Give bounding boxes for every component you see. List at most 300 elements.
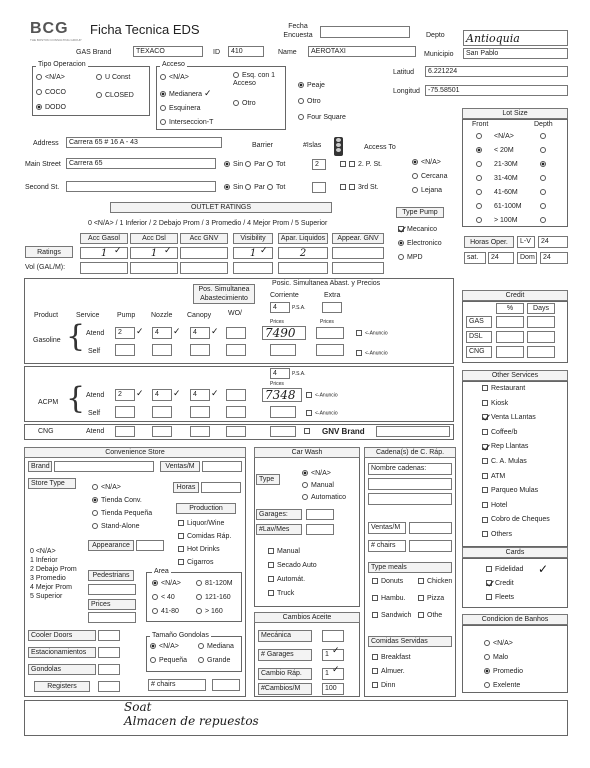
car-wash-garages-label: Garages:: [256, 509, 302, 520]
meal-checkbox[interactable]: [372, 595, 406, 602]
meal-checkbox[interactable]: [418, 578, 452, 585]
sat-field[interactable]: 24: [488, 252, 514, 264]
other-service-checkbox[interactable]: [482, 443, 528, 450]
horas-oper-label: Horas Oper.: [464, 236, 514, 248]
cs-registers-field[interactable]: [98, 681, 120, 692]
handwritten-check-icon: ✓: [332, 665, 340, 675]
car-wash-checkbox[interactable]: [268, 590, 294, 597]
area-radio[interactable]: [196, 580, 233, 587]
card-checkbox[interactable]: [486, 580, 514, 587]
option-label: Comidas Ráp.: [187, 533, 232, 540]
cadena-chairs-field[interactable]: [409, 540, 452, 552]
cs-brand-label: Brand: [28, 461, 52, 472]
car-wash-checkbox[interactable]: [268, 548, 300, 555]
radio-icon: [160, 105, 166, 111]
peaje-otro-option[interactable]: [298, 98, 321, 105]
card-checkbox[interactable]: [486, 566, 523, 573]
cadena-nombre-field[interactable]: Nombre cadenas:: [368, 463, 452, 475]
cadena-nombre-line-1[interactable]: [368, 478, 452, 490]
acpm-price-field[interactable]: 7348: [262, 388, 302, 402]
lot-size-option-label: 61-100M: [494, 203, 522, 210]
banos-radio[interactable]: [484, 668, 523, 675]
lot-front-radio[interactable]: [476, 147, 485, 154]
nozzle-label: Nozzle: [151, 312, 173, 319]
vol-value-field[interactable]: [233, 262, 273, 274]
option-label: COCO: [45, 89, 66, 96]
car-wash-type-radio[interactable]: [302, 482, 334, 489]
type-pump-electronico[interactable]: [398, 240, 442, 247]
access-to-na[interactable]: [412, 159, 441, 166]
option-label: C. A. Mulas: [491, 458, 527, 465]
depto-label: Depto: [426, 32, 445, 39]
anuncio-label-self: [356, 350, 388, 356]
extra-label: Extra: [324, 292, 341, 299]
cs-gondolas-field[interactable]: [98, 664, 120, 675]
outlet-ratings-scale: 0 <N/A> / 1 Inferior / 2 Debajo Prom / 3 Promedio / 4 Mejor Prom / 5 Superior: [88, 220, 328, 227]
handwritten-check-icon: ✓: [136, 389, 144, 399]
checkbox-icon: [482, 400, 488, 406]
radio-icon: [152, 594, 158, 600]
acpm-self-nozzle[interactable]: [152, 406, 172, 418]
credit-days-field[interactable]: [527, 316, 555, 328]
handwritten-check-icon: ✓: [173, 389, 181, 399]
radio-icon: [198, 643, 204, 649]
acpm-psa-field[interactable]: 4: [270, 368, 290, 379]
lot-depth-radio[interactable]: [540, 189, 549, 196]
gasoline-price-field[interactable]: 7490: [262, 326, 306, 340]
handwritten-check-icon: ✓: [332, 646, 340, 656]
gasoline-self-wo[interactable]: [226, 344, 246, 356]
appearance-scale-item: 2 Debajo Prom: [30, 566, 77, 573]
tamano-radio[interactable]: [150, 657, 187, 664]
acpm-atend-wo[interactable]: [226, 389, 246, 401]
islas-second-field[interactable]: [312, 182, 326, 193]
option-label: ATM: [491, 472, 506, 480]
lot-depth-radio[interactable]: [540, 147, 549, 154]
rating-col-header: Acc Gasol: [80, 233, 128, 244]
lot-depth-radio[interactable]: [540, 161, 549, 168]
acceso-medianera[interactable]: [160, 89, 212, 99]
handwritten-check-icon: ✓: [164, 246, 172, 256]
radio-icon: [476, 161, 482, 167]
lot-size-option-label: < 20M: [494, 147, 514, 154]
lot-depth-radio[interactable]: [540, 133, 549, 140]
tamano-radio[interactable]: [198, 657, 230, 664]
tamano-radio[interactable]: [150, 643, 179, 650]
cs-ventas-label: Ventas/M: [160, 461, 200, 472]
rating-col-header: Appear. GNV: [332, 233, 384, 244]
car-wash-lav-mes-field[interactable]: [306, 524, 334, 535]
third-st-check[interactable]: [340, 184, 379, 191]
meal-checkbox[interactable]: [372, 612, 411, 619]
car-wash-checkbox[interactable]: [268, 562, 317, 569]
rating-value-field[interactable]: 1: [130, 247, 178, 259]
tipo-operacion-label: Tipo Operacion: [38, 61, 86, 68]
option-label: < 40: [161, 594, 175, 601]
dom-label: Dom: [517, 252, 537, 264]
other-service-checkbox[interactable]: [482, 458, 527, 465]
comida-checkbox[interactable]: [372, 682, 395, 689]
tipo-op-dodo[interactable]: [36, 104, 66, 111]
cng-anuncio-check[interactable]: [304, 428, 313, 435]
handwritten-check-icon: ✓: [538, 562, 549, 576]
banos-header: Condicion de Banhos: [462, 614, 568, 625]
option-label: <N/A>: [493, 640, 513, 647]
acceso-esquinera[interactable]: [160, 105, 201, 112]
lot-front-radio[interactable]: [476, 189, 485, 196]
pos-simultanea-label: Pos. Simultanea Abastecimiento: [193, 284, 255, 304]
vol-value-field[interactable]: [278, 262, 328, 274]
acceso-na[interactable]: [160, 74, 189, 81]
gasoline-atend-nozzle[interactable]: 4: [152, 327, 172, 339]
gasoline-self-price[interactable]: [270, 344, 296, 356]
rating-value-field[interactable]: 1: [80, 247, 128, 259]
store-type-radio[interactable]: [92, 484, 121, 491]
bcg-logo: BCG: [30, 20, 69, 37]
appearance-scale-item: 0 <N/A>: [30, 548, 56, 555]
lot-front-radio[interactable]: [476, 175, 485, 182]
acpm-anuncio-label: [306, 392, 338, 398]
dom-field[interactable]: 24: [540, 252, 568, 264]
lot-front-radio[interactable]: [476, 217, 485, 224]
area-radio[interactable]: [196, 594, 231, 601]
radio-icon: [245, 161, 251, 167]
radio-icon: [476, 217, 482, 223]
gasoline-self-extra[interactable]: [316, 344, 344, 356]
option-label: Otro: [242, 100, 256, 107]
option-label: Donuts: [381, 578, 404, 585]
cng-atend-label: Atend: [86, 428, 105, 435]
lv-field[interactable]: 24: [538, 236, 568, 248]
comida-checkbox[interactable]: [372, 668, 405, 675]
lot-depth-radio[interactable]: [540, 175, 549, 182]
gas-brand-field[interactable]: TEXACO: [133, 46, 203, 57]
cadena-ventas-field[interactable]: [409, 522, 452, 534]
notes-area[interactable]: [24, 700, 568, 736]
municipio-field[interactable]: San Pablo: [463, 48, 568, 59]
credit-row-label: GAS: [466, 316, 492, 328]
peaje-four-square-option[interactable]: [298, 114, 346, 121]
radio-icon: [302, 482, 308, 488]
cs-chairs-value[interactable]: [212, 679, 240, 691]
credit-days-header: Days: [527, 303, 555, 314]
fecha-encuesta-field[interactable]: [320, 26, 410, 38]
banos-radio[interactable]: [484, 640, 513, 647]
option-label: 41-80: [161, 608, 179, 615]
type-pump-mecanico[interactable]: [398, 226, 437, 233]
acpm-self-pump[interactable]: [115, 406, 135, 418]
other-service-checkbox[interactable]: [482, 473, 505, 480]
other-service-checkbox[interactable]: [482, 385, 525, 392]
option-label: Sin: [233, 184, 244, 191]
gnv-brand-label: GNV Brand: [322, 427, 365, 436]
area-radio[interactable]: [152, 594, 175, 601]
rating-col-header: Apar. Liquidos: [278, 233, 328, 244]
p-st-check[interactable]: [340, 161, 382, 168]
tipo-op-coco[interactable]: [36, 89, 66, 96]
radio-icon: [152, 608, 158, 614]
radio-icon: [196, 594, 202, 600]
gnv-brand-field[interactable]: [376, 426, 450, 437]
radio-icon: [92, 523, 98, 529]
meal-checkbox[interactable]: [418, 612, 442, 619]
checkbox-icon: [372, 654, 378, 660]
car-wash-type-radio[interactable]: [302, 470, 331, 477]
lot-front-radio[interactable]: [476, 161, 485, 168]
handwritten-check-icon: ✓: [173, 327, 181, 337]
radio-icon: [540, 217, 546, 223]
vol-value-field[interactable]: [80, 262, 128, 274]
cambios-mes-field[interactable]: 100: [322, 683, 344, 695]
other-service-checkbox[interactable]: [482, 502, 507, 509]
radio-icon: [476, 147, 482, 153]
cambios-aceite-header: Cambios Aceite: [254, 612, 360, 623]
access-to-lejana[interactable]: [412, 187, 442, 194]
handwritten-check-icon: ✓: [204, 89, 212, 99]
corriente-field[interactable]: 4: [270, 302, 290, 313]
cambios-garages-label: # Garages: [258, 649, 312, 661]
option-label: Breakfast: [381, 654, 411, 661]
tamano-radio[interactable]: [198, 643, 234, 650]
area-radio[interactable]: [152, 580, 181, 587]
name-field[interactable]: AEROTAXI: [308, 46, 416, 57]
lot-front-radio[interactable]: [476, 203, 485, 210]
store-type-radio[interactable]: [92, 523, 140, 530]
cs-pedestrians-field[interactable]: [88, 584, 136, 595]
latitud-field[interactable]: 6.221224: [425, 66, 568, 77]
store-type-radio[interactable]: [92, 497, 142, 504]
option-label: Credit: [495, 580, 514, 587]
store-type-radio[interactable]: [92, 510, 152, 517]
other-service-checkbox[interactable]: [482, 487, 538, 494]
cs-cooler-field[interactable]: [98, 630, 120, 641]
radio-icon: [150, 643, 156, 649]
option-label: Sin: [233, 161, 244, 168]
radio-icon: [484, 654, 490, 660]
radio-icon: [298, 98, 304, 104]
other-service-checkbox[interactable]: [482, 414, 536, 421]
cng-atend-canopy[interactable]: [190, 426, 210, 437]
acpm-self-wo[interactable]: [226, 406, 246, 418]
credit-pct-field[interactable]: [496, 331, 524, 343]
production-checkbox[interactable]: [178, 559, 213, 566]
option-label: Chicken: [427, 578, 453, 585]
comida-checkbox[interactable]: [372, 654, 411, 661]
cs-appearance-label: Appearance: [88, 540, 134, 551]
other-service-checkbox[interactable]: [482, 429, 517, 436]
cng-atend-pump[interactable]: [115, 426, 135, 437]
acceso-interseccion[interactable]: [160, 119, 213, 126]
cadena-nombre-line-2[interactable]: [368, 493, 452, 505]
radio-icon: [36, 89, 42, 95]
car-wash-checkbox[interactable]: [268, 576, 305, 583]
peaje-option[interactable]: [298, 82, 325, 89]
barrier-second-options[interactable]: [224, 184, 285, 191]
option-label: Cercana: [421, 173, 448, 180]
cambios-rap-field[interactable]: 1: [322, 668, 344, 680]
option-label: Promedio: [493, 668, 523, 675]
second-st-label: Second St.: [25, 184, 60, 191]
access-to-label: Access To: [364, 144, 396, 151]
radio-icon: [267, 161, 273, 167]
extra-field[interactable]: [322, 302, 342, 313]
gasoline-self-canopy[interactable]: [190, 344, 210, 356]
cambios-garages-field[interactable]: 1: [322, 649, 344, 661]
acpm-self-price[interactable]: [270, 406, 296, 418]
checkbox-icon: [340, 161, 346, 167]
option-label: Others: [491, 531, 513, 538]
credit-days-field[interactable]: [527, 331, 555, 343]
option-label: <N/A>: [159, 643, 179, 650]
address-label: Address: [33, 140, 59, 147]
gasoline-self-pump[interactable]: [115, 344, 135, 356]
tipo-op-closed[interactable]: [96, 92, 134, 99]
option-label: Tot: [275, 184, 286, 191]
checkbox-icon: [340, 184, 346, 190]
car-wash-garages-field[interactable]: [306, 509, 334, 520]
cs-prices-field[interactable]: [88, 612, 136, 623]
pump-label: Pump: [117, 312, 136, 319]
cs-store-type-label: Store Type: [28, 478, 76, 489]
credit-pct-field[interactable]: [496, 316, 524, 328]
option-label: Tienda Conv.: [101, 497, 142, 504]
islas-main-field[interactable]: 2: [312, 159, 326, 170]
gasoline-self-nozzle[interactable]: [152, 344, 172, 356]
ratings-label: Ratings: [25, 246, 73, 258]
longitud-field[interactable]: -75.58501: [425, 85, 568, 96]
option-label: Grande: [207, 657, 231, 664]
gasoline-brace: {: [66, 319, 86, 354]
acpm-self-canopy[interactable]: [190, 406, 210, 418]
cs-estacionamientos-field[interactable]: [98, 647, 120, 658]
lot-front-radio[interactable]: [476, 133, 485, 140]
lot-front-label: Front: [472, 121, 489, 128]
checkbox-icon: [482, 458, 488, 464]
banos-radio[interactable]: [484, 654, 508, 661]
area-radio[interactable]: [152, 608, 179, 615]
acpm-atend-nozzle[interactable]: 4: [152, 389, 172, 401]
type-pump-mpd[interactable]: [398, 254, 423, 261]
lot-depth-radio[interactable]: [540, 217, 549, 224]
option-label: <-Anuncio: [315, 392, 338, 399]
radio-icon: [36, 74, 42, 80]
other-service-checkbox[interactable]: [482, 531, 512, 538]
rating-value-field[interactable]: [332, 247, 384, 259]
main-street-field[interactable]: Carrera 65: [66, 158, 216, 169]
traffic-light-icon: [334, 137, 343, 156]
vol-value-field[interactable]: [180, 262, 228, 274]
cs-chairs-field[interactable]: # chairs: [148, 679, 206, 691]
cs-horas-field[interactable]: [201, 482, 241, 493]
meal-checkbox[interactable]: [372, 578, 403, 585]
cng-atend-nozzle[interactable]: [152, 426, 172, 437]
meal-checkbox[interactable]: [418, 595, 444, 602]
radio-selected-icon: [224, 161, 230, 167]
cs-pedestrians-label: Pedestrians: [88, 570, 134, 581]
vol-value-field[interactable]: [130, 262, 178, 274]
option-label: Malo: [493, 654, 509, 661]
depto-field[interactable]: Antioquia: [463, 30, 568, 46]
cs-horas-label: Horas: [173, 482, 199, 493]
cadena-chairs-label: # chairs: [368, 540, 406, 552]
psa-label: P.S.A.: [292, 305, 306, 311]
credit-pct-field[interactable]: [496, 346, 524, 358]
cs-appearance-field[interactable]: [136, 540, 164, 551]
checkbox-icon: [482, 487, 488, 493]
rating-col-header: Acc Dsl: [130, 233, 178, 244]
car-wash-type-radio[interactable]: [302, 494, 346, 501]
cs-gondolas-label: Gondolas: [28, 664, 96, 675]
acceso-otro[interactable]: [233, 100, 256, 107]
production-checkbox[interactable]: [178, 533, 231, 540]
option-label: Hambu.: [381, 595, 406, 602]
rating-value-field[interactable]: 2: [278, 247, 328, 259]
other-service-checkbox[interactable]: [482, 400, 508, 407]
access-to-cercana[interactable]: [412, 173, 447, 180]
gasoline-atend-canopy[interactable]: 4: [190, 327, 210, 339]
production-checkbox[interactable]: [178, 520, 224, 527]
option-label: Othe: [427, 612, 443, 619]
acpm-atend-canopy[interactable]: 4: [190, 389, 210, 401]
checkbox-icon: [418, 612, 424, 618]
card-checkbox[interactable]: [486, 594, 514, 601]
radio-icon: [302, 470, 308, 476]
option-label: Electronico: [407, 240, 442, 247]
vol-value-field[interactable]: [332, 262, 384, 274]
cs-brand-field[interactable]: [54, 461, 154, 472]
checkbox-icon: [482, 444, 488, 450]
checkbox-icon: [486, 566, 492, 572]
id-field[interactable]: 410: [228, 46, 264, 57]
credit-days-field[interactable]: [527, 346, 555, 358]
gasoline-extra-price[interactable]: [316, 327, 344, 339]
gasoline-atend-wo[interactable]: [226, 327, 246, 339]
other-service-checkbox[interactable]: [482, 516, 550, 523]
cng-price[interactable]: [270, 426, 296, 437]
radio-icon: [540, 203, 546, 209]
address-field[interactable]: Carrera 65 # 16 A - 43: [66, 137, 222, 148]
barrier-main-options[interactable]: [224, 161, 285, 168]
production-checkbox[interactable]: [178, 546, 220, 553]
cambios-mecanica-field[interactable]: [322, 630, 344, 642]
latitud-label: Latitud: [393, 69, 415, 76]
tipo-op-uconst[interactable]: [96, 74, 130, 81]
checkbox-icon: [268, 562, 274, 568]
radio-icon: [476, 175, 482, 181]
credit-row-label: DSL: [466, 331, 492, 343]
lot-depth-radio[interactable]: [540, 203, 549, 210]
checkbox-icon: [482, 473, 488, 479]
banos-radio[interactable]: [484, 682, 520, 689]
radio-icon: [540, 133, 546, 139]
cng-atend-wo[interactable]: [226, 426, 246, 437]
radio-icon: [398, 254, 404, 260]
second-st-field[interactable]: [66, 181, 216, 192]
acpm-atend-pump[interactable]: 2: [115, 389, 135, 401]
area-radio[interactable]: [196, 608, 223, 615]
acceso-esq-1-acceso[interactable]: [233, 72, 283, 88]
gasoline-atend-pump[interactable]: 2: [115, 327, 135, 339]
option-label: Hotel: [491, 501, 508, 509]
anuncio-label: [356, 330, 388, 336]
rating-value-field[interactable]: 1: [233, 247, 273, 259]
radio-icon: [540, 175, 546, 181]
tipo-op-na[interactable]: [36, 74, 65, 81]
cs-ventas-field[interactable]: [202, 461, 242, 472]
rating-value-field[interactable]: [180, 247, 228, 259]
checkbox-icon: [178, 559, 184, 565]
lot-size-option-label: 21-30M: [494, 161, 518, 168]
